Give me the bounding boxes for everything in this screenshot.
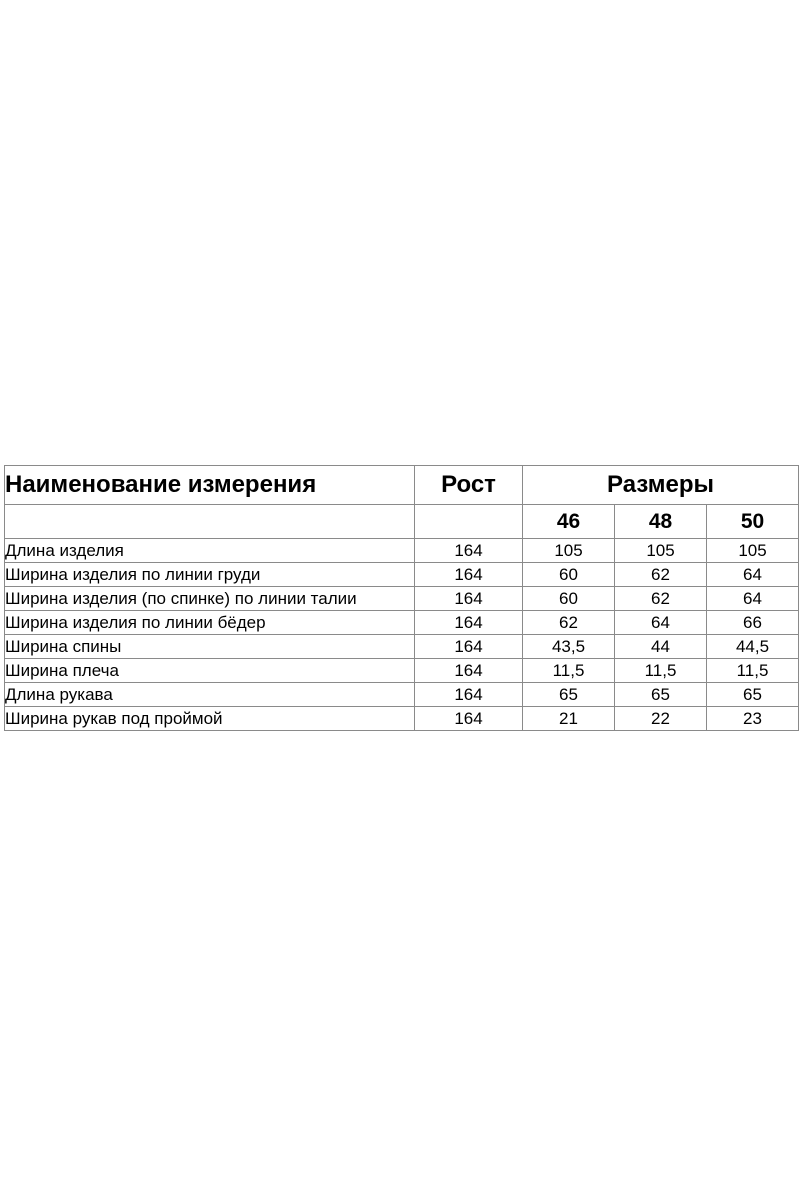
row-size-46-value: 11,5 [523, 659, 615, 683]
row-size-48-value: 65 [615, 683, 707, 707]
row-size-50-value: 65 [707, 683, 799, 707]
table-row [5, 587, 799, 611]
header-size-48: 48 [615, 505, 707, 539]
row-measurement-name: Ширина спины [5, 635, 415, 659]
row-measurement-name: Длина рукава [5, 683, 415, 707]
row-height-value: 164 [415, 563, 523, 587]
row-size-46-value: 43,5 [523, 635, 615, 659]
row-size-46-value: 60 [523, 563, 615, 587]
row-size-50-value: 64 [707, 587, 799, 611]
row-height-value: 164 [415, 659, 523, 683]
table-subheader-row [5, 505, 799, 539]
row-size-50-value: 66 [707, 611, 799, 635]
table-header-row [5, 466, 799, 505]
row-height-value: 164 [415, 539, 523, 563]
subheader-empty-height [415, 505, 523, 539]
row-measurement-name: Ширина изделия (по спинке) по линии талии [5, 587, 415, 611]
header-measurement-name: Наименование измерения [5, 466, 415, 505]
table-row [5, 611, 799, 635]
row-size-48-value: 62 [615, 563, 707, 587]
row-measurement-name: Ширина плеча [5, 659, 415, 683]
header-height: Рост [415, 466, 523, 505]
header-sizes-group: Размеры [523, 466, 799, 505]
row-measurement-name: Длина изделия [5, 539, 415, 563]
header-size-50: 50 [707, 505, 799, 539]
row-measurement-name: Ширина изделия по линии бёдер [5, 611, 415, 635]
row-size-46-value: 60 [523, 587, 615, 611]
row-size-50-value: 11,5 [707, 659, 799, 683]
table-row [5, 707, 799, 731]
row-size-48-value: 62 [615, 587, 707, 611]
table-row [5, 659, 799, 683]
row-size-46-value: 21 [523, 707, 615, 731]
table-row [5, 539, 799, 563]
header-size-46: 46 [523, 505, 615, 539]
row-size-48-value: 64 [615, 611, 707, 635]
row-size-46-value: 62 [523, 611, 615, 635]
row-size-46-value: 105 [523, 539, 615, 563]
table-row [5, 683, 799, 707]
row-size-48-value: 11,5 [615, 659, 707, 683]
row-measurement-name: Ширина изделия по линии груди [5, 563, 415, 587]
row-measurement-name: Ширина рукав под проймой [5, 707, 415, 731]
row-height-value: 164 [415, 635, 523, 659]
row-size-50-value: 44,5 [707, 635, 799, 659]
row-size-48-value: 105 [615, 539, 707, 563]
row-height-value: 164 [415, 587, 523, 611]
row-size-50-value: 64 [707, 563, 799, 587]
row-height-value: 164 [415, 683, 523, 707]
row-size-48-value: 44 [615, 635, 707, 659]
subheader-empty-name [5, 505, 415, 539]
row-size-50-value: 23 [707, 707, 799, 731]
size-chart-table [4, 465, 799, 731]
row-height-value: 164 [415, 611, 523, 635]
row-size-50-value: 105 [707, 539, 799, 563]
table-row [5, 563, 799, 587]
row-size-46-value: 65 [523, 683, 615, 707]
table-row [5, 635, 799, 659]
row-height-value: 164 [415, 707, 523, 731]
row-size-48-value: 22 [615, 707, 707, 731]
